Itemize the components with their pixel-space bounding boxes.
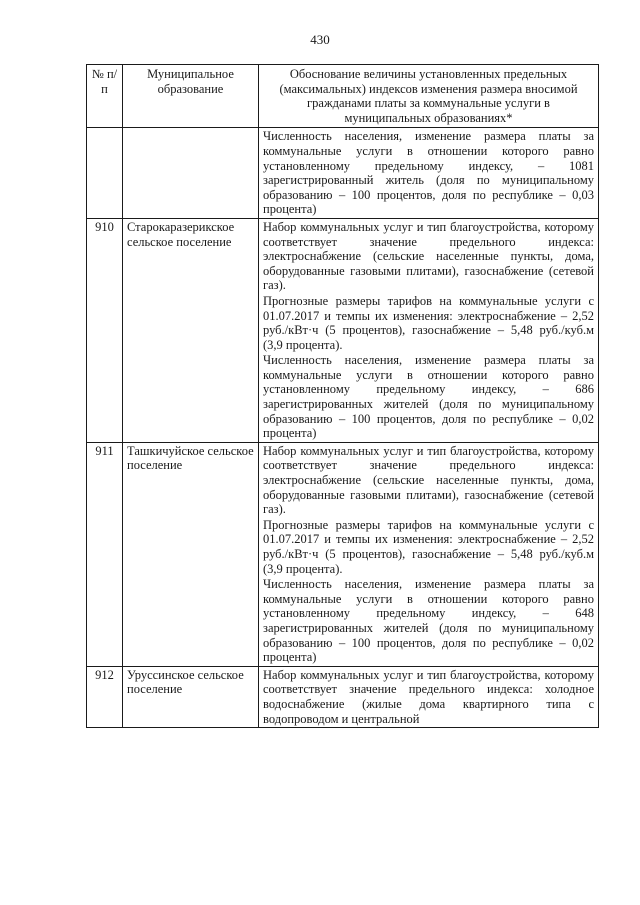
row-number [87,128,123,219]
row-justification [259,442,599,666]
tariff-index-table [86,64,599,728]
row-number: 912 [87,666,123,727]
justification-paragraph: Набор коммунальных услуг и тип благоустройства, которому соответствует значение предельного индекса: электроснабжение (сельские населенные пункты, дома, оборудованные газовыми плитами), газоснабжение (сетевой газ). [263,219,594,293]
justification-paragraph: Численность населения, изменение размера платы за коммунальные услуги в отношении которого равно установленному предельному индексу, – 686 зарегистрированных жителей (доля по муниципальному образованию – 100 процентов, доля по республике – 0,02 процента) [263,353,594,441]
page-number: 430 [310,32,330,47]
table-row [87,218,599,442]
row-number: 911 [87,442,123,666]
row-justification [259,218,599,442]
header-number: № п/п [87,65,123,128]
header-municipality: Муниципальное образование [123,65,259,128]
table-header-row [87,65,599,128]
justification-paragraph: Набор коммунальных услуг и тип благоустройства, которому соответствует значение предельного индекса: электроснабжение (сельские населенные пункты, дома, оборудованные газовыми плитами), газоснабжение (сетевой газ). [263,443,594,517]
justification-paragraph: Набор коммунальных услуг и тип благоустройства, которому соответствует значение предельного индекса: холодное водоснабжение (жилые дома квартирного типа с водопроводом и центральной [263,667,594,726]
row-municipality: Уруссинское сельское поселение [123,666,259,727]
row-justification [259,128,599,219]
justification-paragraph: Прогнозные размеры тарифов на коммунальные услуги с 01.07.2017 и темпы их изменения: электроснабжение – 2,52 руб./кВт·ч (5 процентов), газоснабжение – 5,48 руб./куб.м (3,9 процента). [263,517,594,576]
row-number: 910 [87,218,123,442]
row-municipality: Старокаразерикское сельское поселение [123,218,259,442]
table-row [87,128,599,219]
table-row [87,666,599,727]
justification-paragraph: Прогнозные размеры тарифов на коммунальные услуги с 01.07.2017 и темпы их изменения: электроснабжение – 2,52 руб./кВт·ч (5 процентов), газоснабжение – 5,48 руб./куб.м (3,9 процента). [263,293,594,352]
justification-paragraph: Численность населения, изменение размера платы за коммунальные услуги в отношении которого равно установленному предельному индексу, – 648 зарегистрированных жителей (доля по муниципальному образованию – 100 процентов, доля по республике – 0,02 процента) [263,577,594,665]
row-justification [259,666,599,727]
row-municipality [123,128,259,219]
justification-paragraph: Численность населения, изменение размера платы за коммунальные услуги в отношении которого равно установленному предельному индексу, – 1081 зарегистрированный житель (доля по муниципальному образованию – 100 процентов, доля по республике – 0,03 процента) [263,129,594,217]
row-municipality: Ташкичуйское сельское поселение [123,442,259,666]
header-justification: Обоснование величины установленных предельных (максимальных) индексов изменения размера вносимой гражданами платы за коммунальные услуги в муниципальных образованиях* [259,65,599,128]
table-row [87,442,599,666]
